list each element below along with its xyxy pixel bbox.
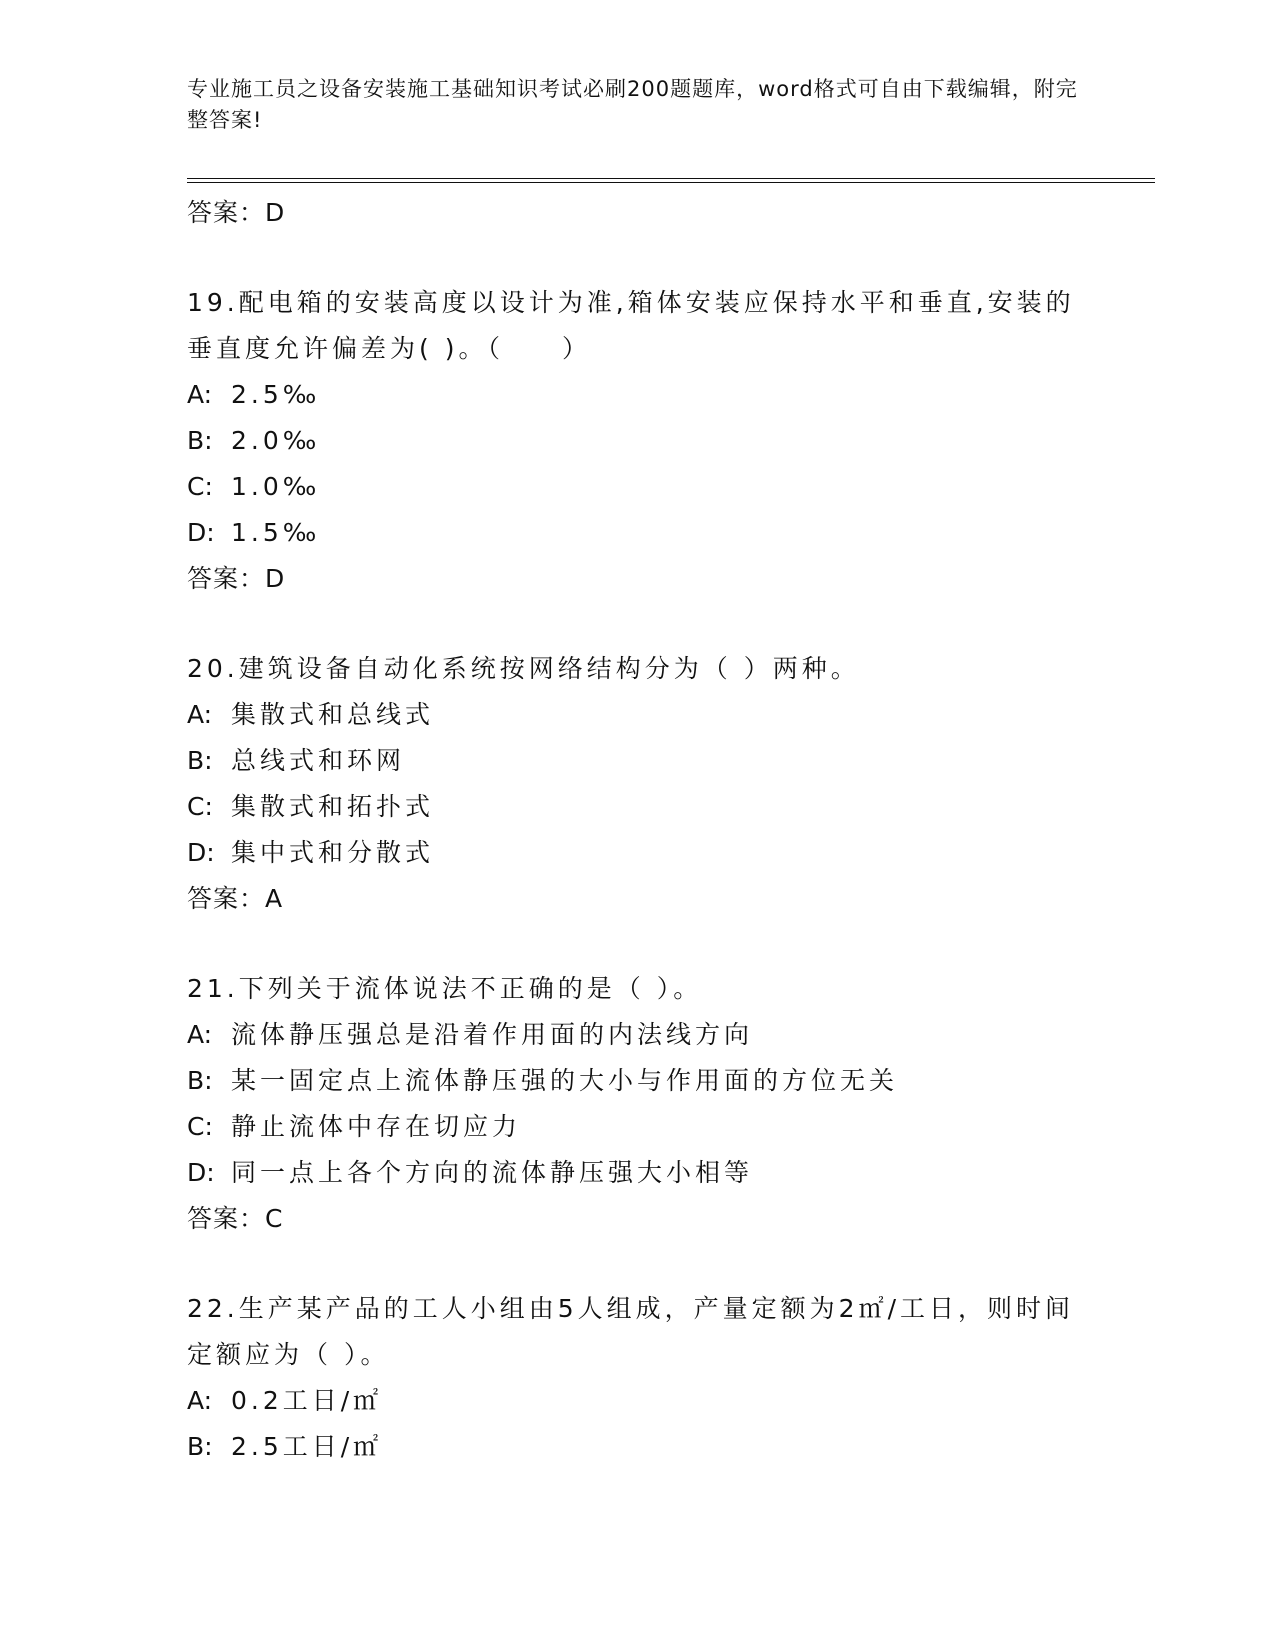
question-text: 19.配电箱的安装高度以设计为准,箱体安装应保持水平和垂直,安装的垂直度允许偏差为( )。（ ）	[187, 288, 1075, 363]
question-text: 20.建筑设备自动化系统按网络结构分为（ ）两种。	[187, 654, 860, 683]
previous-answer: 答案：D	[187, 198, 286, 227]
option-b	[187, 1058, 1157, 1104]
option-text: 1.0‰	[231, 472, 321, 501]
option-letter: A:	[187, 380, 213, 409]
option-text: 2.5工日/㎡	[231, 1432, 383, 1461]
option-c	[187, 784, 1157, 830]
option-a	[187, 692, 1157, 738]
option-letter: D:	[187, 518, 215, 547]
option-b	[187, 738, 1157, 784]
option-letter: A:	[187, 1386, 213, 1415]
option-letter: D:	[187, 838, 215, 867]
question-21	[187, 966, 1157, 1242]
option-letter: B:	[187, 1066, 213, 1095]
option-letter: A:	[187, 700, 213, 729]
option-a	[187, 372, 1157, 418]
question-text: 22.生产某产品的工人小组由5人组成，产量定额为2㎡/工日，则时间定额应为（ ）。	[187, 1294, 1074, 1369]
option-text: 2.5‰	[231, 380, 321, 409]
question-list	[187, 190, 1157, 1470]
option-text: 集中式和分散式	[231, 838, 435, 867]
question-19	[187, 280, 1157, 602]
option-letter: A:	[187, 1020, 213, 1049]
option-b	[187, 1424, 1157, 1470]
header-divider	[187, 178, 1155, 183]
option-letter: C:	[187, 472, 213, 501]
option-a	[187, 1378, 1157, 1424]
page-header: 专业施工员之设备安装施工基础知识考试必刷200题题库，word格式可自由下载编辑，附完整答案!	[187, 77, 1078, 132]
option-d	[187, 510, 1157, 556]
option-d	[187, 830, 1157, 876]
option-text: 某一固定点上流体静压强的大小与作用面的方位无关	[231, 1066, 899, 1095]
option-letter: D:	[187, 1158, 215, 1187]
option-text: 1.5‰	[231, 518, 321, 547]
option-text: 静止流体中存在切应力	[231, 1112, 522, 1141]
option-text: 同一点上各个方向的流体静压强大小相等	[231, 1158, 754, 1187]
answer-line: 答案：D	[187, 564, 286, 593]
option-d	[187, 1150, 1157, 1196]
option-text: 集散式和总线式	[231, 700, 435, 729]
answer-line: 答案：A	[187, 884, 284, 913]
option-c	[187, 464, 1157, 510]
option-a	[187, 1012, 1157, 1058]
option-text: 总线式和环网	[231, 746, 406, 775]
question-22	[187, 1286, 1157, 1470]
option-letter: C:	[187, 1112, 213, 1141]
option-letter: B:	[187, 426, 213, 455]
option-text: 2.0‰	[231, 426, 321, 455]
option-text: 流体静压强总是沿着作用面的内法线方向	[231, 1020, 754, 1049]
option-text: 0.2工日/㎡	[231, 1386, 383, 1415]
option-letter: B:	[187, 1432, 213, 1461]
document-page	[187, 0, 1157, 1650]
question-20	[187, 646, 1157, 922]
option-letter: C:	[187, 792, 213, 821]
option-text: 集散式和拓扑式	[231, 792, 435, 821]
option-b	[187, 418, 1157, 464]
option-letter: B:	[187, 746, 213, 775]
answer-line: 答案：C	[187, 1204, 284, 1233]
option-c	[187, 1104, 1157, 1150]
question-text: 21.下列关于流体说法不正确的是（ ）。	[187, 974, 703, 1003]
